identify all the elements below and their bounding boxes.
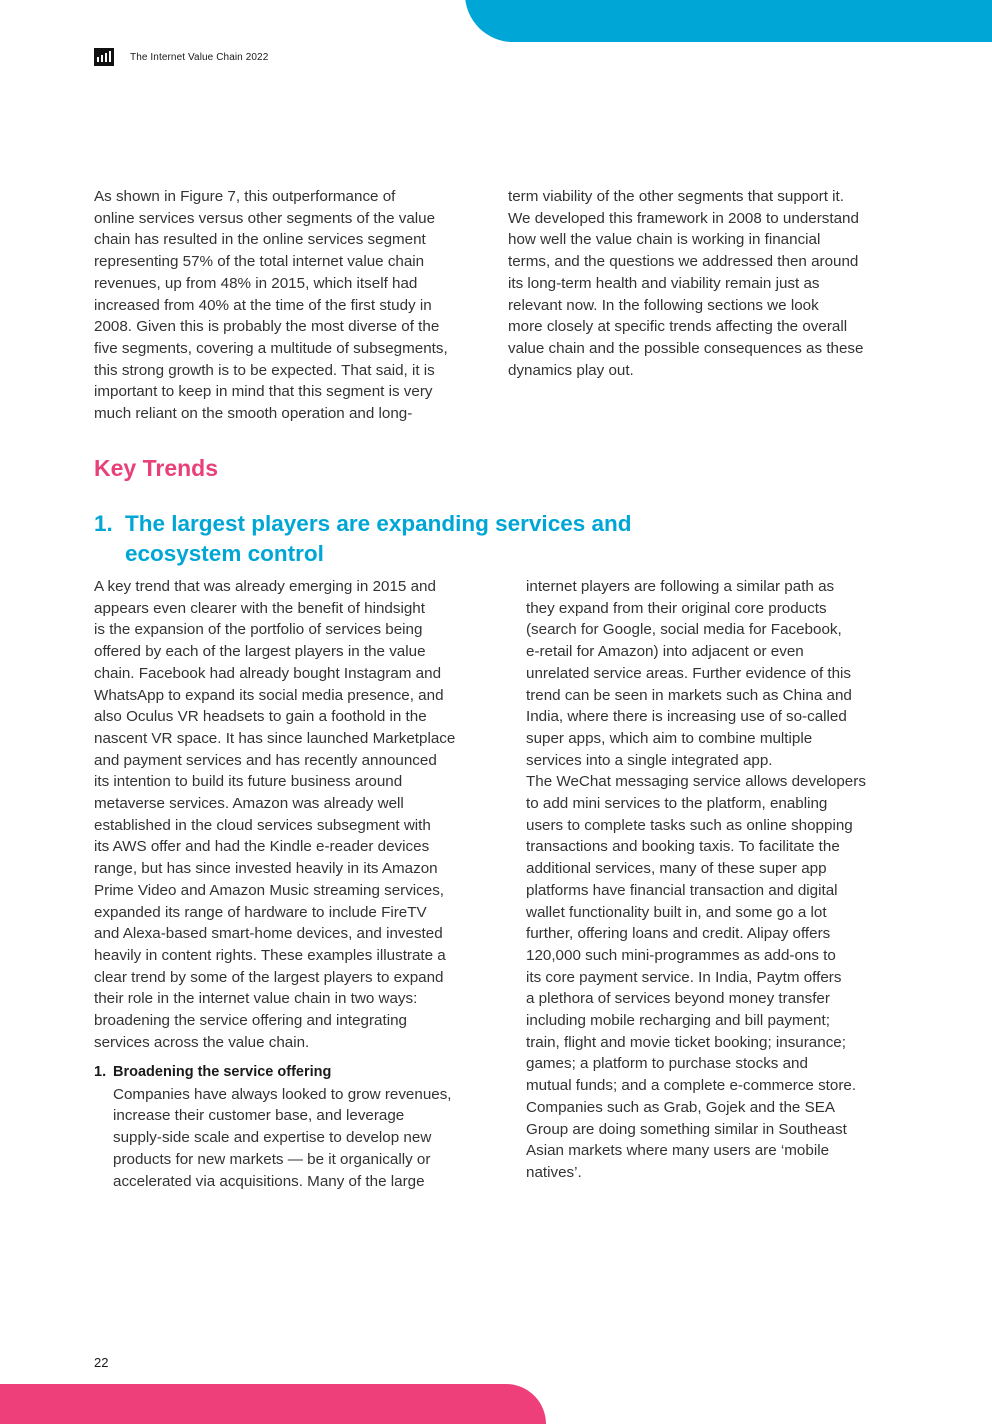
text-line: this strong growth is to be expected. That said, it is [94,361,435,379]
text-line: 120,000 such mini-programmes as add-ons to [526,946,836,964]
text-line: including mobile recharging and bill payment; [526,1012,830,1030]
text-line: Asian markets where many users are ‘mobile [526,1142,830,1160]
text-line: more closely at specific trends affecting the overall [508,318,848,336]
text-line: additional services, many of these super app [526,860,827,878]
text-line: terms, and the questions we addressed then around [508,253,859,271]
text-line: its intention to build its future business around [94,773,403,791]
text-line: India, where there is increasing use of so-called [526,708,847,726]
text-line: wallet functionality built in, and some go a lot [526,903,827,921]
text-line: e-retail for Amazon) into adjacent or even [526,643,804,661]
text-line: chain. Facebook had already bought Instagram and [94,664,442,682]
text-line: super apps, which aim to combine multiple [526,729,813,747]
text-line: chain has resulted in the online services segment [94,231,426,249]
text-line: important to keep in mind that this segment is very [94,383,433,401]
text-line: offered by each of the largest players in the value [94,643,426,661]
text-line: nascent VR space. It has since launched Marketplace [94,729,456,747]
intro-right-column [508,186,903,381]
text-line: revenues, up from 48% in 2015, which itself had [94,274,418,292]
text-line: The WeChat messaging service allows developers [526,773,866,791]
text-line: Companies have always looked to grow revenues, [113,1085,452,1103]
text-line: accelerated via acquisitions. Many of the large [113,1172,425,1190]
text-line: value chain and the possible consequences as these [508,339,864,357]
top-decorative-band [465,0,992,42]
text-line: WhatsApp to expand its social media presence, and [94,686,444,704]
text-line: its AWS offer and had the Kindle e-reader devices [94,838,430,856]
text-line: and Alexa-based smart-home devices, and invested [94,925,443,943]
text-line: transactions and booking taxis. To facilitate the [526,838,840,856]
list-item-broadening [94,1062,489,1192]
text-line: trend can be seen in markets such as China and [526,686,852,704]
text-line: further, offering loans and credit. Alipay offers [526,925,831,943]
text-line: is the expansion of the portfolio of services being [94,621,423,639]
list-item-body [94,1084,489,1193]
text-line: mutual funds; and a complete e-commerce store. [526,1077,857,1095]
text-line: term viability of the other segments that support it. [508,188,844,205]
trend-title-line-2: ecosystem control [125,541,324,566]
text-line: five segments, covering a multitude of subsegments, [94,339,448,357]
text-line: heavily in content rights. These examples illustrate a [94,946,446,964]
intro-left-column [94,186,489,425]
text-line: 2008. Given this is probably the most diverse of the [94,318,440,336]
trend-number: 1. [94,511,113,536]
text-line: natives’. [526,1163,582,1181]
text-line: appears even clearer with the benefit of hindsight [94,599,425,617]
text-line: supply-side scale and expertise to develop new [113,1129,432,1147]
section-heading: Key Trends [94,455,218,481]
text-line: also Oculus VR headsets to gain a foothold in the [94,708,427,726]
text-line: increased from 40% at the time of the first study in [94,296,432,314]
trend-title-line-1: The largest players are expanding services and [125,511,632,536]
report-logo-icon [94,48,114,66]
text-line: how well the value chain is working in financial [508,231,821,249]
document-title: The Internet Value Chain 2022 [130,51,269,63]
text-line: metaverse services. Amazon was already well [94,795,404,813]
text-line: its core payment service. In India, Paytm offers [526,968,842,986]
body-right-column [526,576,921,1184]
running-header [94,48,268,66]
bottom-decorative-band [0,1384,546,1424]
text-line: and payment services and has recently announced [94,751,437,769]
text-line: broadening the service offering and integrating [94,1012,407,1030]
text-line: games; a platform to purchase stocks and [526,1055,808,1073]
text-line: much reliant on the smooth operation and long- [94,405,413,423]
list-item-heading-text: Broadening the service offering [113,1064,332,1080]
text-line: internet players are following a similar path as [526,578,835,595]
text-line: products for new markets — be it organically or [113,1150,431,1168]
trend-heading [94,509,631,569]
text-line: increase their customer base, and leverage [113,1107,405,1125]
text-line: a plethora of services beyond money transfer [526,990,830,1008]
text-line: Companies such as Grab, Gojek and the SEA [526,1098,835,1116]
text-line: range, but has since invested heavily in its Amazon [94,860,438,878]
list-item-heading [94,1062,489,1084]
text-line: their role in the internet value chain in two ways: [94,990,418,1008]
text-line: unrelated service areas. Further evidence of this [526,664,852,682]
text-line: representing 57% of the total internet value chain [94,253,425,271]
text-line: to add mini services to the platform, enabling [526,795,828,813]
text-line: (search for Google, social media for Facebook, [526,621,842,639]
text-line: services across the value chain. [94,1033,310,1051]
text-line: As shown in Figure 7, this outperformance of [94,188,396,205]
body-left-column [94,576,489,1053]
text-line: established in the cloud services subsegment with [94,816,431,834]
text-line: Prime Video and Amazon Music streaming services, [94,881,445,899]
text-line: platforms have financial transaction and digital [526,881,838,899]
list-item-number: 1. [94,1064,107,1080]
text-line: online services versus other segments of the value [94,209,436,227]
page-number: 22 [94,1355,109,1370]
text-line: they expand from their original core products [526,599,827,617]
text-line: expanded its range of hardware to include FireTV [94,903,427,921]
text-line: We developed this framework in 2008 to understand [508,209,859,227]
text-line: Group are doing something similar in Southeast [526,1120,847,1138]
text-line: A key trend that was already emerging in 2015 and [94,578,436,595]
text-line: clear trend by some of the largest players to expand [94,968,444,986]
text-line: relevant now. In the following sections we look [508,296,819,314]
text-line: dynamics play out. [508,361,634,379]
text-line: train, flight and movie ticket booking; insurance; [526,1033,846,1051]
text-line: its long-term health and viability remain just as [508,274,820,292]
text-line: users to complete tasks such as online shopping [526,816,853,834]
text-line: services into a single integrated app. [526,751,773,769]
